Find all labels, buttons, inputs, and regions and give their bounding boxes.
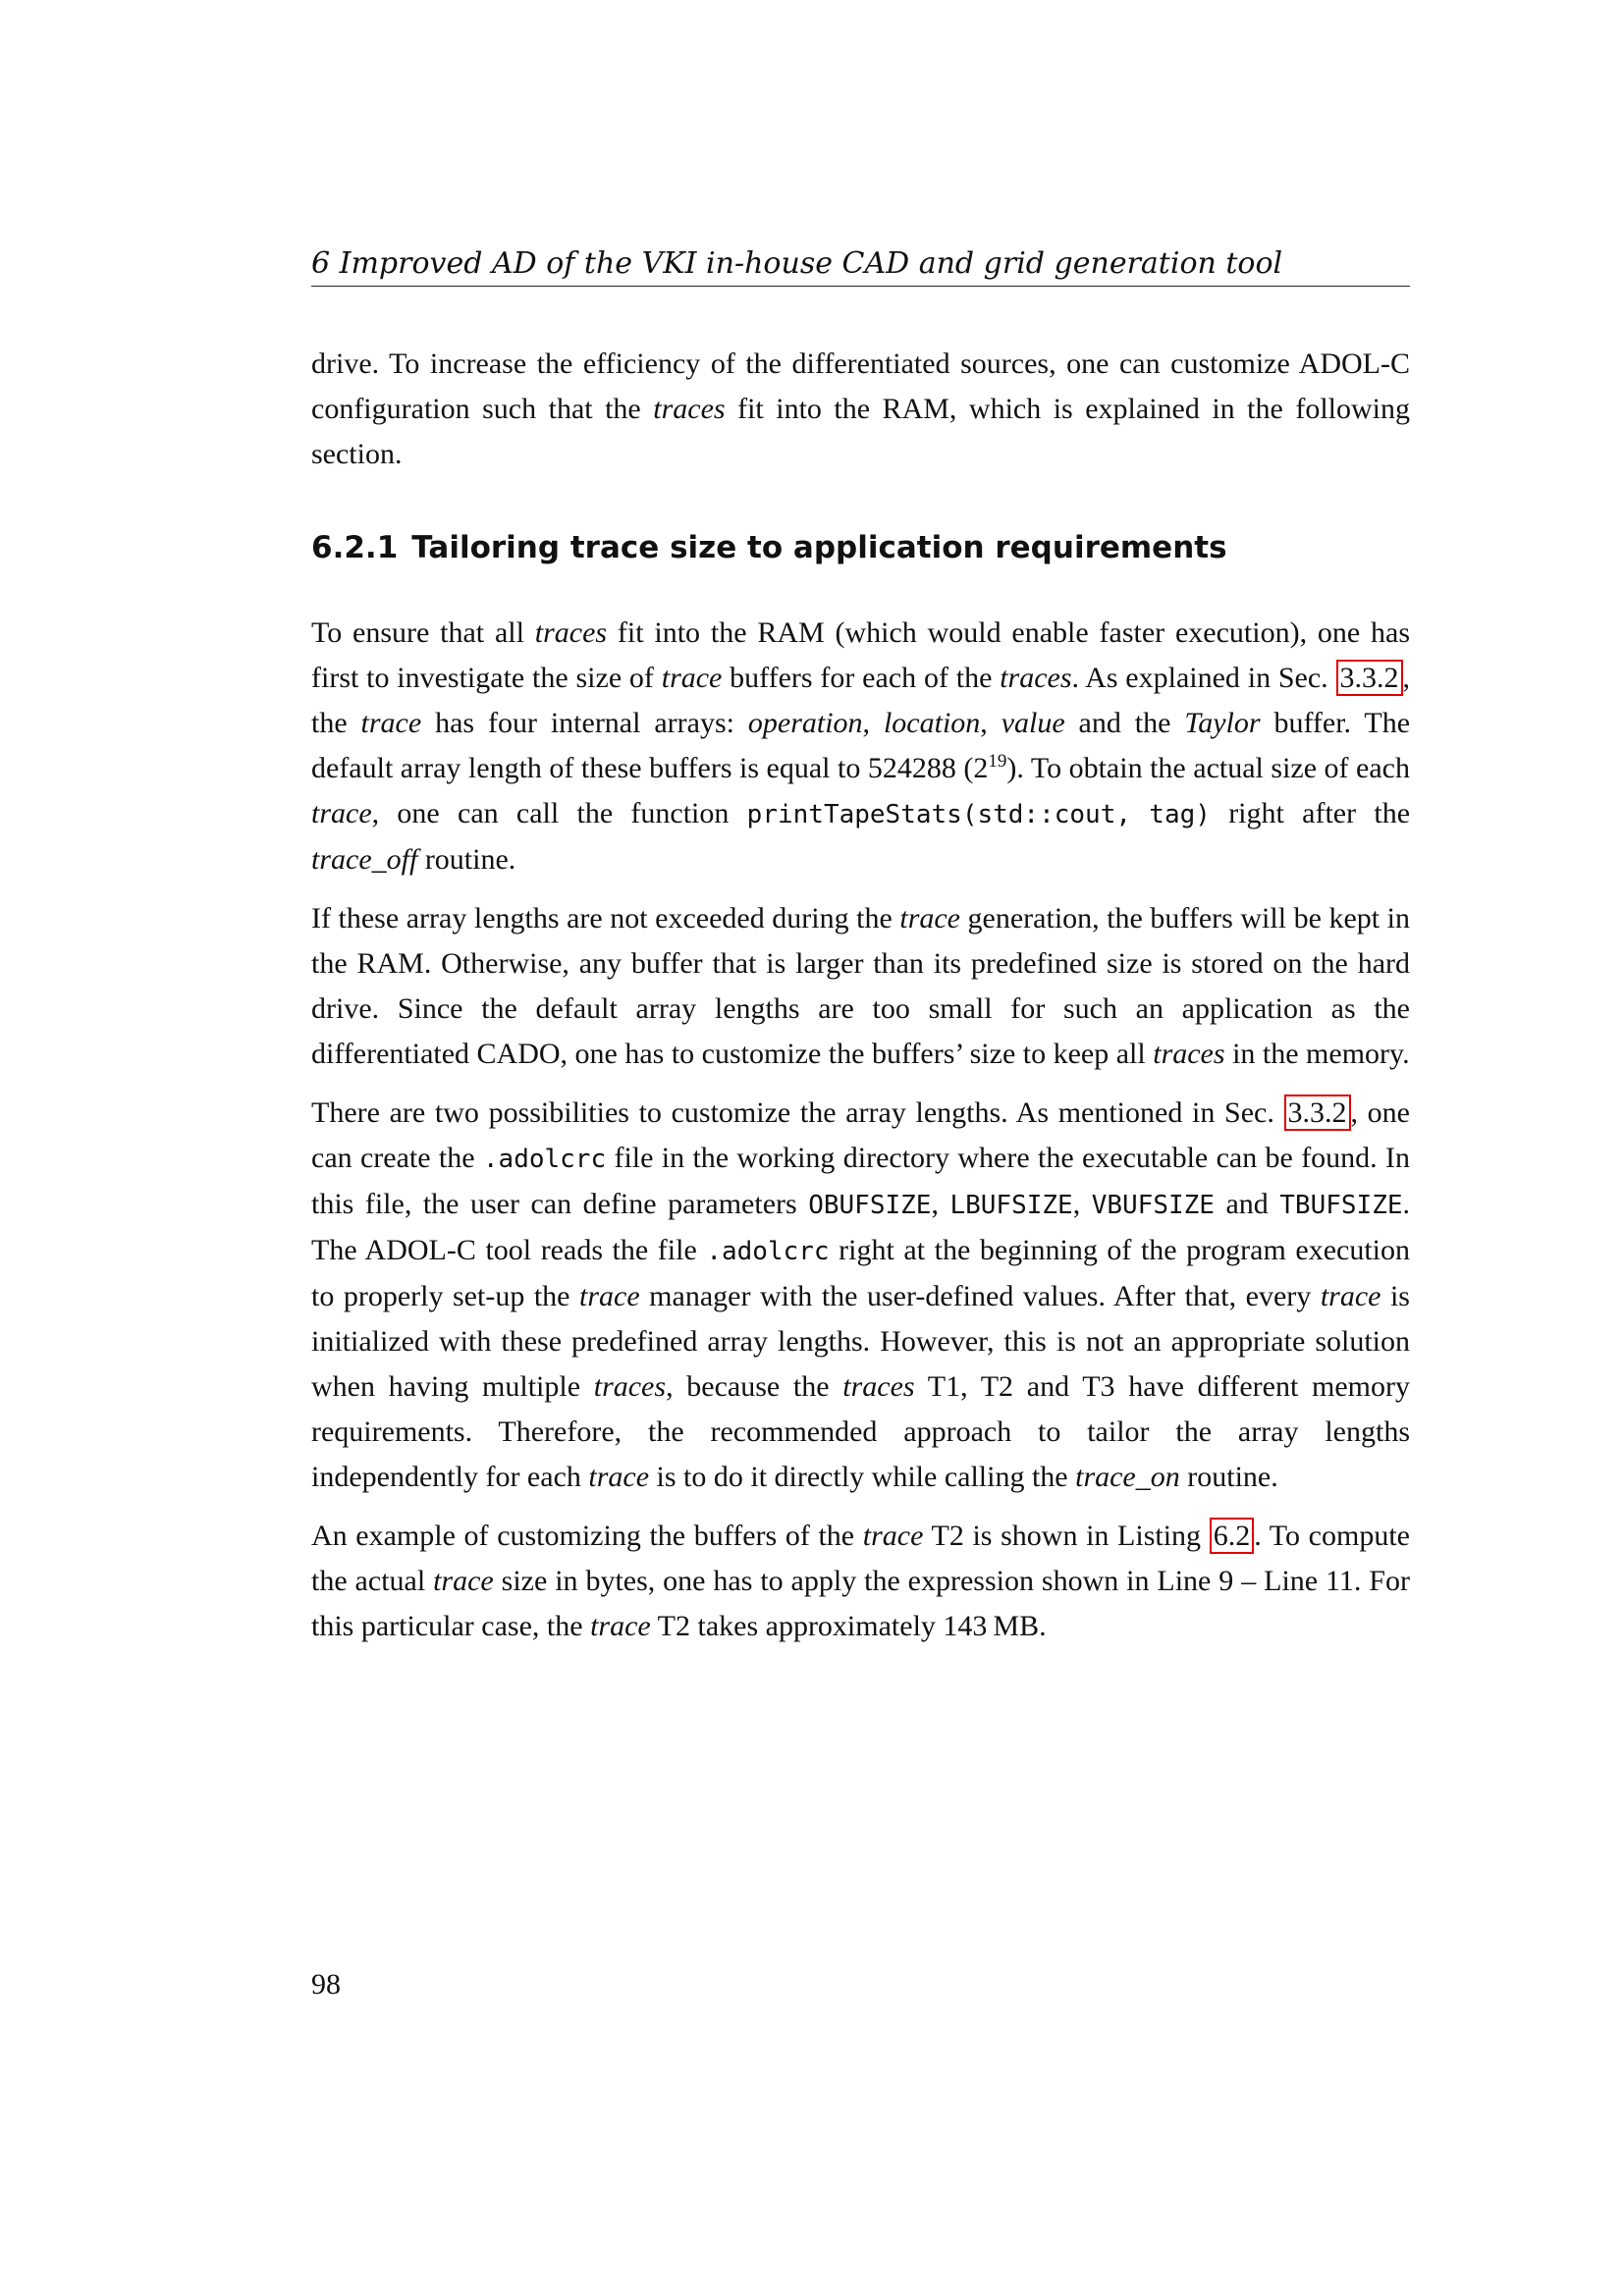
paragraph-intro: drive. To increase the efficiency of the differentiated sources, one can customize ADOL-C configuration such that the traces fit into the RAM, which is explained in the following section.	[311, 347, 1410, 470]
code-adolcrc: .adolcrc	[706, 1237, 830, 1266]
paragraph-3: There are two possibilities to customize the array lengths. As mentioned in Sec. 3.3.2 , one can create the .adolcrc file in the working directory where the executable can be found. In this file, the user can define parameters OBUFSIZE, LBUFSIZE, VBUFSIZE and TBUFSIZE. The ADOL-C tool reads the file .adolcrc right at the beginning of the program execution to properly set-up the trace manager with the user-defined values. After that, every trace is initialized with these predefined array lengths. However, this is not an appropriate solution when having multiple traces, because the traces T1, T2 and T3 have different memory requirements. Therefore, the recommended approach to tailor the array lengths independently for each trace is to do it directly while calling the trace_on routine.	[311, 1096, 1411, 1493]
paragraph-1: To ensure that all traces fit into the RAM (which would enable faster execution), one has first to investigate the size of trace buffers for each of the traces. As explained in Sec. 3.3.2 , the trace has four internal arrays: operation, location, value and the Taylor buffer. The default array length of these buffers is equal to 524288 $(2^{19})$. To obtain the actual size of each trace, one can call the function printTapeStats(std::cout, tag) right after the trace_off routine.	[311, 616, 1411, 876]
section-heading	[311, 528, 1410, 567]
ref-sec-3-3-2[interactable]: 3.3.2	[1284, 1095, 1351, 1131]
section-number: 6.2.1	[311, 530, 399, 565]
code-lbufsize: LBUFSIZE	[949, 1191, 1073, 1220]
page-body	[311, 342, 1410, 1663]
code-print-tape-stats: printTapeStats(std::cout,	[746, 800, 1132, 829]
header-rule	[311, 286, 1410, 287]
code-tag: tag)	[1149, 800, 1211, 829]
running-header: 6 Improved AD of the VKI in-house CAD and grid generation tool	[311, 246, 1283, 281]
code-obufsize: OBUFSIZE	[808, 1191, 932, 1220]
ref-listing-6-2[interactable]: 6.2	[1210, 1518, 1255, 1554]
paragraph-2: If these array lengths are not exceeded during the trace generation, the buffers will be kept in the RAM. Otherwise, any buffer that is larger than its predefined size is stored on the hard drive. Since the default array lengths are too small for such an application as the differentiated CADO, one has to customize the buffers’ size to keep all traces in the memory.	[311, 902, 1410, 1070]
code-tbufsize: TBUFSIZE	[1279, 1191, 1403, 1220]
paragraph-4: An example of customizing the buffers of the trace T2 is shown in Listing 6.2 . To compute the actual trace size in bytes, one has to apply the expression shown in Line 9 – Line 11. For this particular case, the trace T2 takes approximately 143 MB.	[311, 1520, 1410, 1642]
section-title: Tailoring trace size to application requirements	[411, 530, 1227, 565]
ref-sec-3-3-2[interactable]: 3.3.2	[1336, 660, 1403, 696]
code-adolcrc: .adolcrc	[482, 1145, 607, 1174]
page-number: 98	[311, 1968, 341, 2001]
code-vbufsize: VBUFSIZE	[1091, 1191, 1215, 1220]
